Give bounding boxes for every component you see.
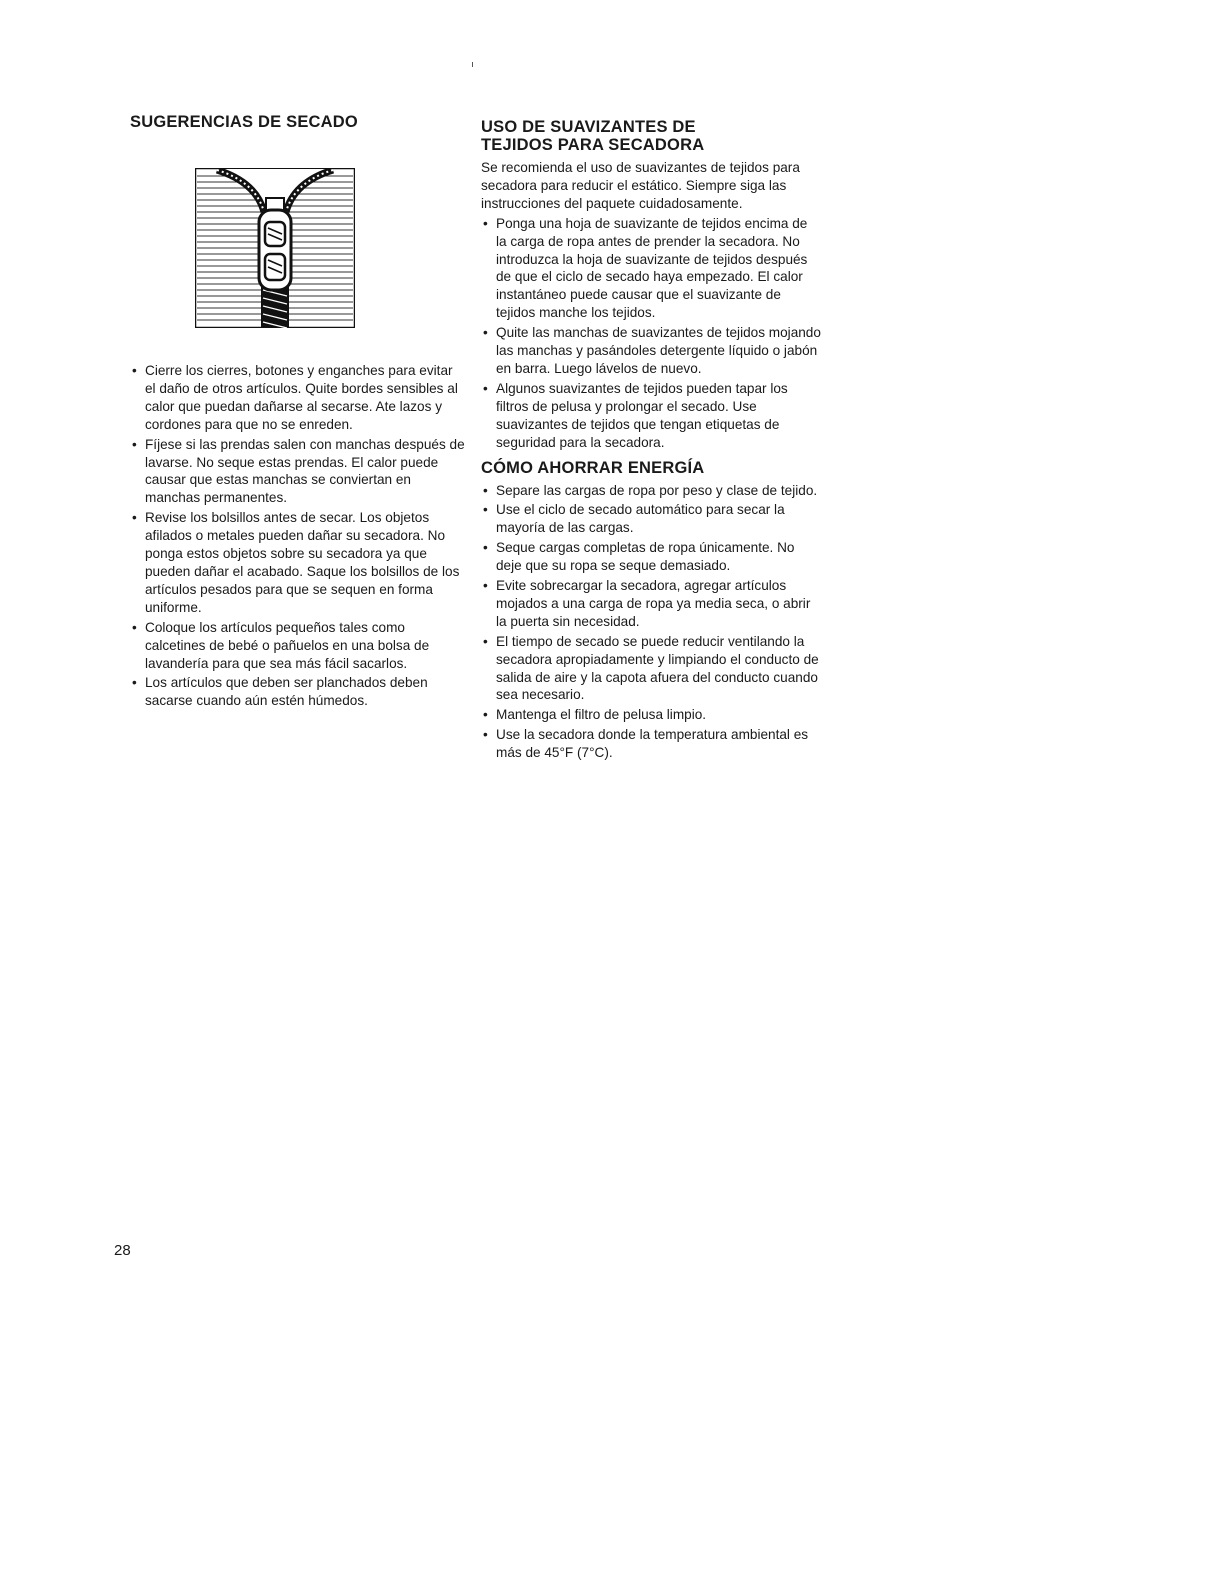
bullet: •	[483, 727, 488, 743]
bullet: •	[483, 482, 488, 498]
bullet: •	[483, 502, 488, 518]
scan-mark	[472, 62, 473, 67]
bullet: •	[132, 436, 137, 452]
list-item: • Use la secadora donde la temperatura ambiental es más de 45°F (7°C).	[483, 727, 809, 761]
bullet: •	[132, 675, 137, 691]
list-item: • Ponga una hoja de suavizante de tejidos encima de la carga de ropa antes de prender la secadora. No introduzca la hoja de suavizante de tejidos después de que el ciclo de secado haya empezado. El calor instantáneo puede causar que el suavizante de tejidos manche los tejidos.	[483, 215, 808, 321]
bullet: •	[483, 215, 488, 231]
list-item: • Cierre los cierres, botones y enganches para evitar el daño de otros artículos. Quite bordes sensibles al calor que puedan dañarse al secarse. Ate lazos y cordones para que no se enreden.	[132, 363, 458, 432]
fabric-softener-section	[481, 118, 821, 764]
list-item: • Los artículos que deben ser planchados deben sacarse cuando aún estén húmedos.	[132, 675, 428, 709]
softener-intro: Se recomienda el uso de suavizantes de tejidos para secadora para reducir el estático. Siempre siga las instrucciones del paquete cuidadosamente.	[481, 160, 800, 211]
list-item: • Evite sobrecargar la secadora, agregar artículos mojados a una carga de ropa ya media seca, o abrir la puerta sin necesidad.	[483, 578, 811, 629]
energy-list	[481, 482, 821, 763]
list-item: • Fíjese si las prendas salen con manchas después de lavarse. No seque estas prendas. El calor puede causar que estas manchas se conviertan en manchas permanentes.	[132, 436, 465, 506]
drying-tips-section	[130, 113, 465, 712]
bullet: •	[132, 363, 137, 378]
energy-heading: CÓMO AHORRAR ENERGÍA	[481, 458, 705, 477]
list-item: • Revise los bolsillos antes de secar. Los objetos afilados o metales pueden dañar su secadora. No ponga estos objetos sobre su secadora ya que pueden dañar el acabado. Saque los bolsillos de los artículos pesados para que se sequen en forma uniforme.	[132, 510, 460, 615]
bullet: •	[483, 578, 488, 594]
bullet: •	[483, 540, 488, 556]
drying-tips-list	[130, 362, 465, 710]
bullet: •	[483, 325, 488, 341]
bullet: •	[132, 510, 137, 526]
softener-heading: USO DE SUAVIZANTES DE TEJIDOS PARA SECADORA	[481, 118, 705, 154]
list-item: • El tiempo de secado se puede reducir ventilando la secadora apropiadamente y limpiando el conducto de salida de aire y la capota afuera del conducto cuando sea necesario.	[483, 633, 819, 703]
bullet: •	[483, 380, 488, 396]
bullet: •	[483, 633, 488, 649]
bullet: •	[483, 707, 488, 723]
drying-tips-heading: SUGERENCIAS DE SECADO	[130, 113, 358, 131]
list-item: • Use el ciclo de secado automático para secar la mayoría de las cargas.	[483, 502, 785, 536]
list-item: • Algunos suavizantes de tejidos pueden tapar los filtros de pelusa y prolongar el secado. Use suavizantes de tejidos que tengan etiquetas de seguridad para la secadora.	[483, 380, 788, 450]
list-item: • Seque cargas completas de ropa únicamente. No deje que su ropa se seque demasiado.	[483, 540, 795, 574]
list-item: • Coloque los artículos pequeños tales como calcetines de bebé o pañuelos en una bolsa de lavandería para que sea más fácil sacarlos.	[132, 619, 430, 671]
softener-list	[481, 215, 821, 452]
list-item: • Mantenga el filtro de pelusa limpio.	[483, 707, 707, 723]
page-number: 28	[114, 1242, 131, 1259]
bullet: •	[132, 619, 137, 635]
zipper-illustration	[195, 168, 355, 328]
list-item: • Quite las manchas de suavizantes de tejidos mojando las manchas y pasándoles detergente líquido o jabón en barra. Luego lávelos de nuevo.	[483, 325, 821, 376]
list-item: • Separe las cargas de ropa por peso y clase de tejido.	[483, 482, 818, 498]
